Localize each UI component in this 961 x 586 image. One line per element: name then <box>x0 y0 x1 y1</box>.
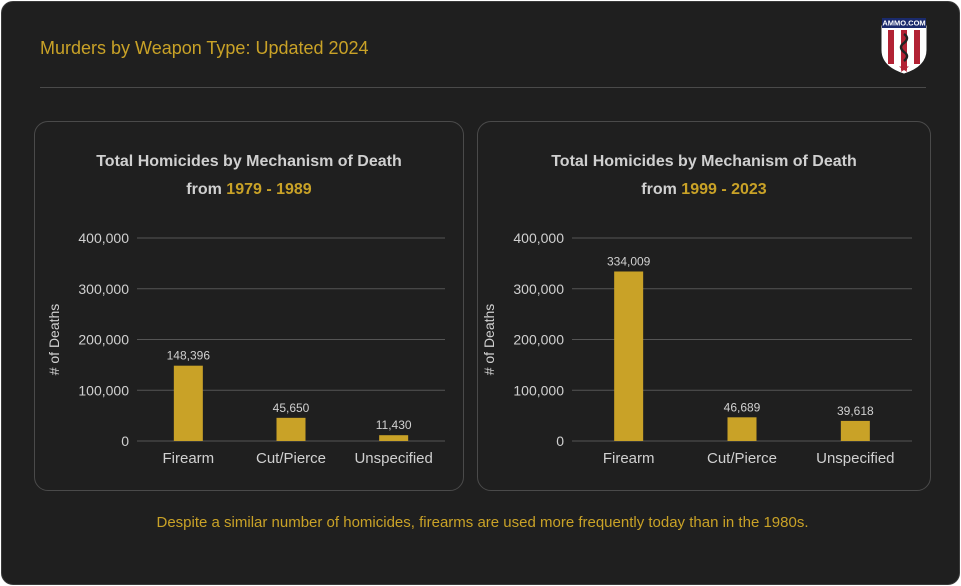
bar <box>841 421 870 441</box>
chart-title-range: 1999 - 2023 <box>681 181 767 198</box>
y-tick-label: 400,000 <box>78 230 129 246</box>
data-label: 11,430 <box>375 418 412 433</box>
y-tick-label: 200,000 <box>513 331 564 348</box>
x-tick-label: Cut/Pierce <box>706 450 778 467</box>
data-label: 334,009 <box>606 254 651 269</box>
chart-title-prefix: from <box>641 181 682 198</box>
y-tick-label: 100,000 <box>78 382 129 399</box>
data-label: 39,618 <box>836 403 874 418</box>
header-divider <box>40 87 926 88</box>
y-axis-label: # of Deaths <box>46 303 62 376</box>
x-tick-label: Firearm <box>602 450 655 467</box>
chart-title-prefix: from <box>186 181 227 198</box>
bar <box>277 418 306 441</box>
x-tick-label: Firearm <box>162 450 215 467</box>
infographic-frame <box>1 1 960 585</box>
bar <box>728 417 757 441</box>
chart-panel-1979-1989 <box>34 121 464 491</box>
y-tick-label: 200,000 <box>78 331 129 348</box>
chart-title-line1: Total Homicides by Mechanism of Death <box>96 153 402 170</box>
y-tick-label: 0 <box>556 433 564 449</box>
x-tick-label: Unspecified <box>354 450 433 467</box>
y-axis-label: # of Deaths <box>481 303 497 376</box>
ammo-com-logo-icon <box>880 16 928 74</box>
x-tick-label: Unspecified <box>816 450 895 467</box>
footer-note: Despite a similar number of homicides, firearms are used more frequently today than in the 1980s. <box>156 514 809 531</box>
logo-text: AMMO.COM <box>882 18 926 28</box>
bar <box>379 435 408 441</box>
bar <box>174 366 203 441</box>
y-tick-label: 400,000 <box>513 230 564 246</box>
data-label: 46,689 <box>723 400 761 415</box>
data-label: 148,396 <box>166 348 211 363</box>
chart-title-range: 1979 - 1989 <box>226 181 312 198</box>
bar-chart-1999-2023 <box>478 122 932 492</box>
x-tick-label: Cut/Pierce <box>255 450 327 467</box>
bar <box>614 271 643 441</box>
y-tick-label: 100,000 <box>513 382 564 399</box>
bar-chart-1979-1989 <box>35 122 465 492</box>
chart-title-line1: Total Homicides by Mechanism of Death <box>551 153 857 170</box>
y-tick-label: 300,000 <box>513 280 564 297</box>
y-tick-label: 0 <box>121 433 129 449</box>
chart-panel-1999-2023 <box>477 121 931 491</box>
data-label: 45,650 <box>272 400 310 415</box>
page-title: Murders by Weapon Type: Updated 2024 <box>40 38 369 58</box>
y-tick-label: 300,000 <box>78 280 129 297</box>
